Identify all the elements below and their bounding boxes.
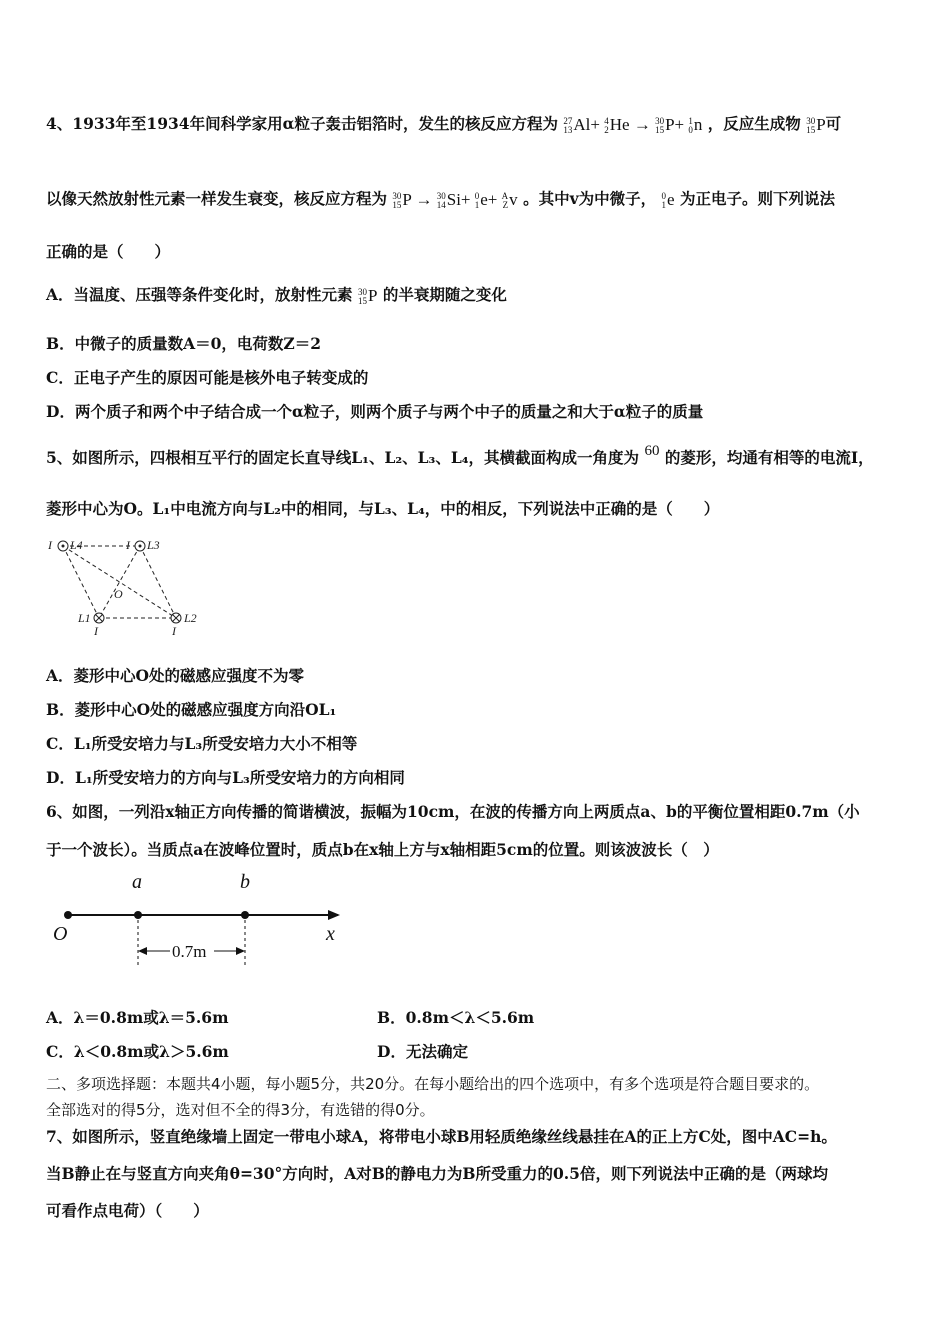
q6-option-b: B．0.8m＜λ＜5.6m: [377, 1008, 535, 1027]
q5-option-d: D．L₁所受安培力的方向与L₃所受安培力的方向相同: [46, 768, 405, 787]
x-axis-arrow: [328, 910, 340, 920]
dist-arrow-right: [236, 947, 245, 955]
q4-text: 4、1933年至1934年间科学家用α粒子轰击铝箔时，发生的核反应方程为: [46, 114, 558, 133]
label-l4: L4: [70, 538, 83, 552]
rhombus-wires-figure: [44, 532, 214, 642]
q6-line2: 于一个波长）。当质点a在波峰位置时，质点b在x轴上方与x轴相距5cm的位置。则该波波长（ ）: [46, 840, 719, 859]
wire-l2-in: [171, 613, 181, 623]
isotope-p30: 30 15 P: [806, 114, 826, 136]
rhombus-left-edge: [63, 546, 99, 618]
q7-line1: 7、如图所示，竖直绝缘墙上固定一带电小球A，将带电小球B用轻质绝缘丝线悬挂在A的正上方C处，图中AC=h。: [46, 1127, 837, 1146]
label-l1: L1: [78, 611, 91, 625]
dist-label: 0.7m: [172, 942, 207, 961]
q7-line2: 当B静止在与竖直方向夹角θ=30°方向时，A对B的静电力为B所受重力的0.5倍，则下列说法中正确的是（两球均: [46, 1164, 828, 1183]
label-i-l4: I: [48, 538, 52, 552]
diagonal-l4-l2: [63, 546, 176, 618]
q6-option-c: C．λ＜0.8m或λ＞5.6m: [46, 1042, 229, 1061]
wire-l1-in: [94, 613, 104, 623]
q6-line1: 6、如图，一列沿x轴正方向传播的简谐横波，振幅为10cm，在波的传播方向上两质点a、b的平衡位置相距0.7m（小: [46, 802, 860, 821]
wave-axis-figure: [48, 868, 358, 978]
q6-option-row1: [46, 1006, 910, 1028]
q4-option-b: B．中微子的质量数A＝0，电荷数Z＝2: [46, 334, 322, 353]
nuclear-equation-1: 27 13 Al+ 4 2 He → 30 15 P+ 1 0 n: [563, 114, 703, 136]
q4-line2: 以像天然放射性元素一样发生衰变，核反应方程为 30 15 P → 30 14 Si+ 0 1 e+ A Z v 。其中v为中微子， 0 1 e 为正电子。则下列说法: [46, 189, 835, 211]
label-b: b: [240, 871, 250, 893]
label-a: a: [132, 871, 142, 893]
q6-option-a: A．λ＝0.8m或λ＝5.6m: [46, 1008, 229, 1027]
q4-line1: 4、1933年至1934年间科学家用α粒子轰击铝箔时，发生的核反应方程为 27 13 Al+ 4 2 He → 30 15 P+ 1 0 n ，反应生成物 30 15 P可: [46, 114, 842, 136]
q5-option-b: B．菱形中心O处的磁感应强度方向沿OL₁: [46, 700, 337, 719]
q4-option-a: A．当温度、压强等条件变化时，放射性元素 30 15 P 的半衰期随之变化: [46, 285, 507, 307]
label-i-l2: I: [172, 624, 176, 638]
section2-line1: 二、多项选择题：本题共4小题，每小题5分，共20分。在每小题给出的四个选项中，有多个选项是符合题目要求的。: [46, 1075, 820, 1093]
nuclear-equation-2: 30 15 P → 30 14 Si+ 0 1 e+ A Z v: [392, 189, 518, 211]
isotope-p30-option: 30 15 P: [357, 285, 378, 307]
label-l3: L3: [147, 538, 160, 552]
q5-line1: 5、如图所示，四根相互平行的固定长直导线L₁、L₂、L₃、L₄，其横截面构成一角度为 60 的菱形，均通有相等的电流I，: [46, 442, 874, 467]
q4-line3: 正确的是（ ）: [46, 242, 171, 261]
label-l2: L2: [184, 611, 197, 625]
q6-option-d: D．无法确定: [377, 1042, 468, 1061]
label-o: O: [53, 923, 68, 945]
q6-option-row2: [46, 1040, 910, 1062]
q5-option-c: C．L₁所受安培力与L₃所受安培力大小不相等: [46, 734, 358, 753]
q7-line3: 可看作点电荷）（ ）: [46, 1201, 209, 1220]
q5-line2: 菱形中心为O。L₁中电流方向与L₂中的相同，与L₃、L₄，中的相反，下列说法中正确的是（ ）: [46, 499, 720, 518]
label-i-l1: I: [94, 624, 98, 638]
q4-option-c: C．正电子产生的原因可能是核外电子转变成的: [46, 368, 369, 387]
label-i-l3: I: [126, 538, 130, 552]
point-a: [134, 911, 142, 919]
section2-line2: 全部选对的得5分，选对但不全的得3分，有选错的得0分。: [46, 1101, 435, 1119]
rhombus-right-edge: [140, 546, 176, 618]
label-center-o: O: [114, 587, 123, 601]
positron-symbol: 0 1 e: [661, 189, 675, 211]
label-x: x: [326, 923, 335, 945]
wire-l4-out: [58, 541, 68, 551]
angle-value: 60: [644, 442, 660, 459]
wire-l3-out: [135, 541, 145, 551]
origin-point: [64, 911, 72, 919]
point-b: [241, 911, 249, 919]
dist-arrow-left: [138, 947, 147, 955]
q5-option-a: A．菱形中心O处的磁感应强度不为零: [46, 666, 305, 685]
q4-option-d: D．两个质子和两个中子结合成一个α粒子，则两个质子与两个中子的质量之和大于α粒子的质量: [46, 402, 704, 421]
